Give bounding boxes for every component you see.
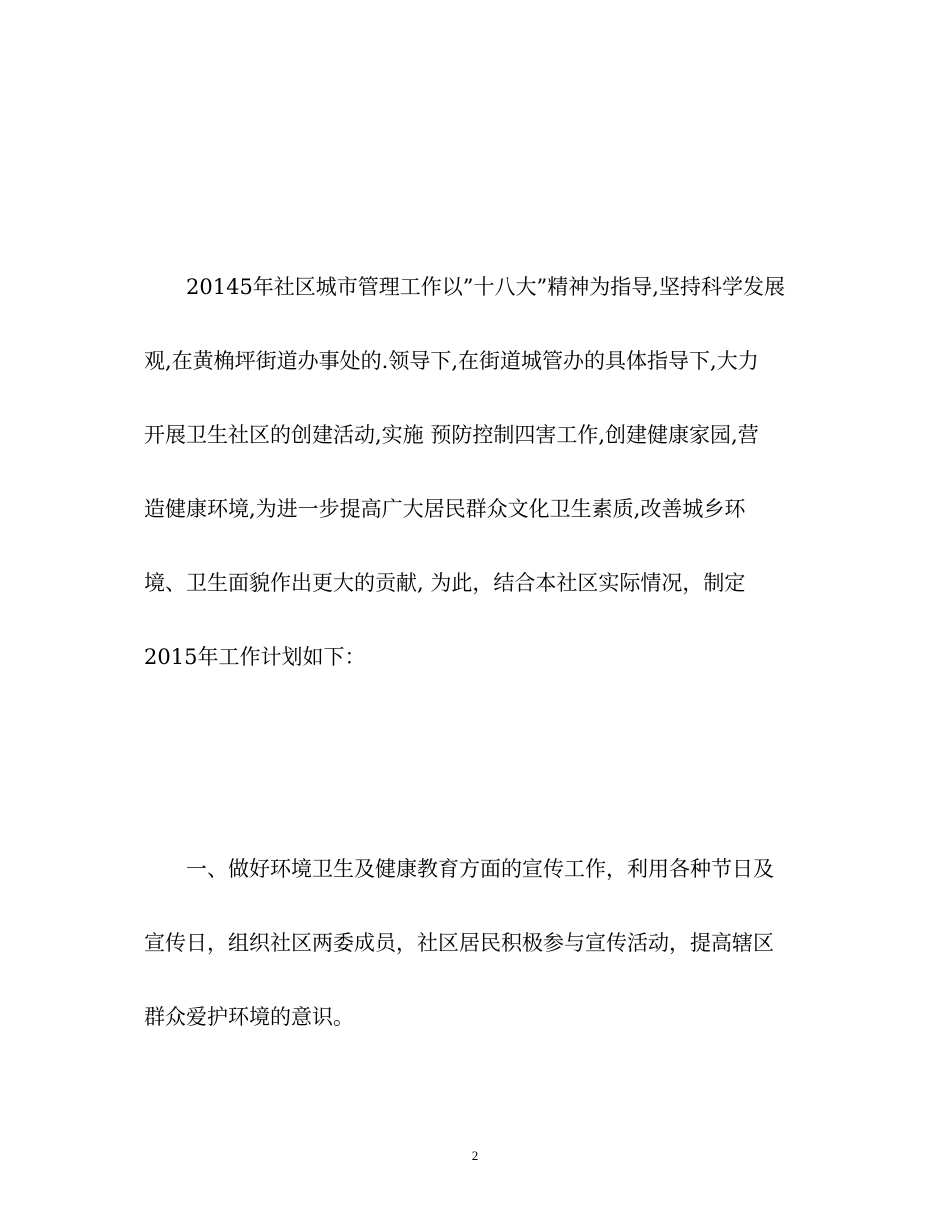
paragraph-1-line-2: 观,在黄桷坪街道办事处的.领导下,在街道城管办的具体指导下,大力 bbox=[144, 349, 759, 373]
paragraph-1-line-4: 造健康环境,为进一步提高广大居民群众文化卫生素质,改善城乡环 bbox=[144, 497, 746, 521]
paragraph-1-line-1: 20145年社区城市管理工作以”十八大”精神为指导,坚持科学发展 bbox=[186, 275, 785, 299]
paragraph-1-line-3: 开展卫生社区的创建活动,实施 预防控制四害工作,创建健康家园,营 bbox=[144, 423, 759, 447]
paragraph-1-line-6: 2015年工作计划如下： bbox=[144, 645, 366, 669]
paragraph-2-line-2: 宣传日，组织社区两委成员，社区居民积极参与宣传活动，提高辖区 bbox=[144, 931, 774, 955]
paragraph-1-line-5: 境、卫生面貌作出更大的贡献, 为此，结合本社区实际情况，制定 bbox=[144, 571, 746, 595]
paragraph-2-line-3: 群众爱护环境的意识。 bbox=[144, 1005, 354, 1029]
paragraph-2-line-1: 一、做好环境卫生及健康教育方面的宣传工作，利用各种节日及 bbox=[186, 857, 774, 881]
page-number: 2 bbox=[471, 1148, 479, 1163]
